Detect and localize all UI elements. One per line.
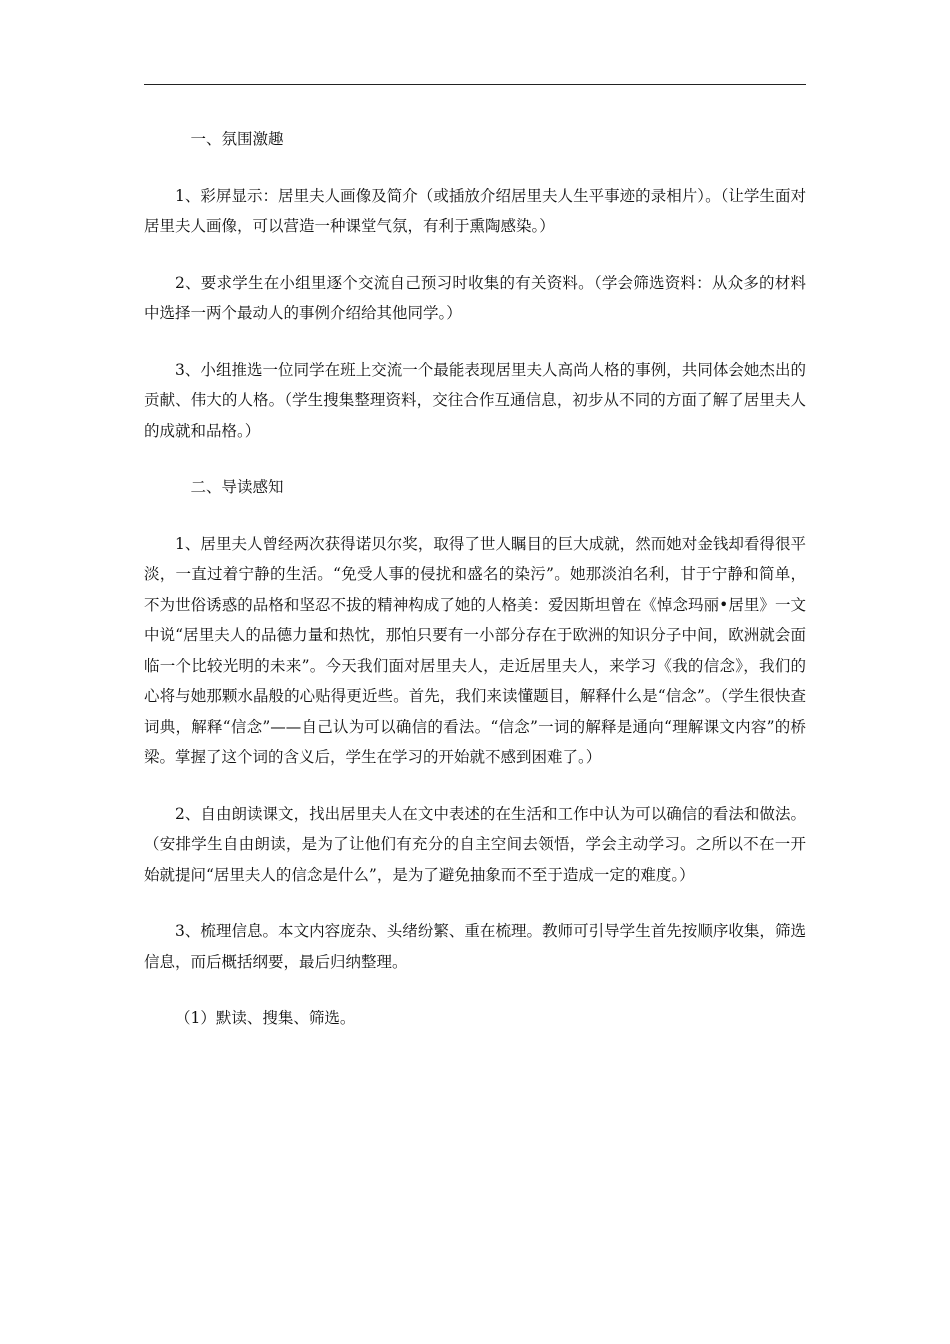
section-heading-2: 二、导读感知 xyxy=(190,478,284,496)
paragraph-1-3: 3、小组推选一位同学在班上交流一个最能表现居里夫人高尚人格的事例，共同体会她杰出的贡献、伟大的人格。（学生搜集整理资料，交往合作互通信息，初步从不同的方面了解了居里夫人的成就和品格。） xyxy=(144,360,806,440)
paragraph-1-2: 2、要求学生在小组里逐个交流自己预习时收集的有关资料。（学会筛选资料：从众多的材料中选择一两个最动人的事例介绍给其他同学。） xyxy=(144,273,806,322)
paragraph-1-1: 1、彩屏显示：居里夫人画像及简介（或插放介绍居里夫人生平事迹的录相片）。（让学生面对居里夫人画像，可以营造一种课堂气氛，有利于熏陶感染。） xyxy=(144,186,806,235)
paragraph-2-2: 2、自由朗读课文，找出居里夫人在文中表述的在生活和工作中认为可以确信的看法和做法。（安排学生自由朗读，是为了让他们有充分的自主空间去领悟，学会主动学习。之所以不在一开始就提问“居里夫人的信念是什么”，是为了避免抽象而不至于造成一定的难度。） xyxy=(144,804,806,884)
paragraph-2-3: 3、梳理信息。本文内容庞杂、头绪纷繁、重在梳理。教师可引导学生首先按顺序收集，筛选信息，而后概括纲要，最后归纳整理。 xyxy=(144,922,806,971)
paragraph-2-1: 1、居里夫人曾经两次获得诺贝尔奖，取得了世人瞩目的巨大成就，然而她对金钱却看得很平淡，一直过着宁静的生活。“免受人事的侵扰和盛名的染污”。她那淡泊名利，甘于宁静和简单，不为世俗诱惑的品格和坚忍不拔的精神构成了她的人格美：爱因斯坦曾在《悼念玛丽•居里》一文中说“居里夫人的品德力量和热忱，那怕只要有一小部分存在于欧洲的知识分子中间，欧洲就会面临一个比较光明的未来”。今天我们面对居里夫人，走近居里夫人，来学习《我的信念》，我们的心将与她那颗水晶般的心贴得更近些。首先，我们来读懂题目，解释什么是“信念”。（学生很快查词典，解释“信念”——自己认为可以确信的看法。“信念”一词的解释是通向“理解课文内容”的桥梁。掌握了这个词的含义后，学生在学习的开始就不感到困难了。） xyxy=(144,534,806,766)
section-heading-1: 一、氛围激趣 xyxy=(190,130,284,148)
document-body xyxy=(144,124,806,1034)
header-rule xyxy=(144,84,806,85)
sub-item-1: （1）默读、搜集、筛选。 xyxy=(175,1009,356,1027)
